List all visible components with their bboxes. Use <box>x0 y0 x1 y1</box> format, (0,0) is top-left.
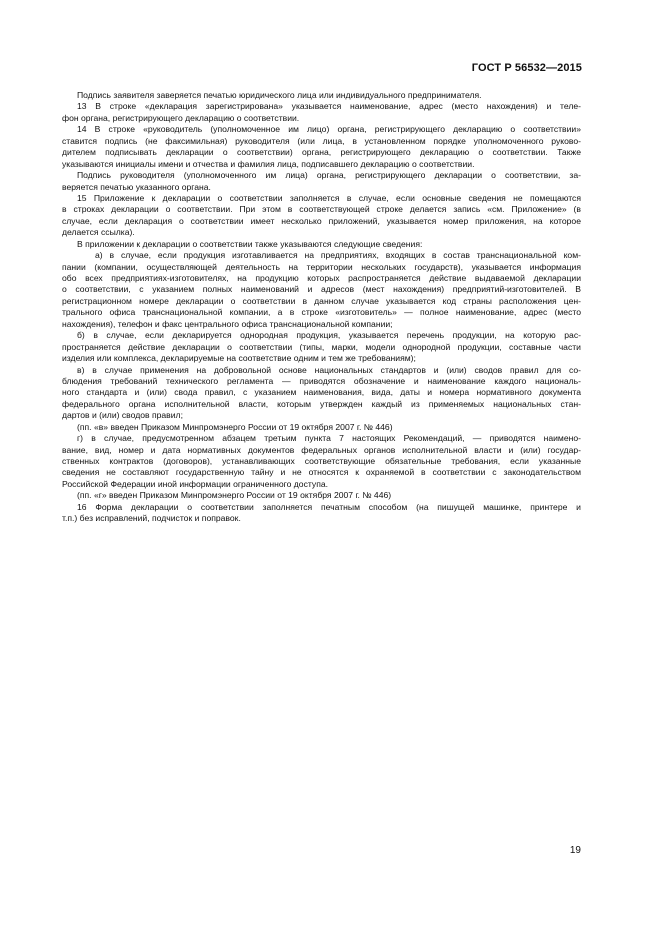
text-line: Подпись руководителя (уполномоченного им лица) органа, регистрирующего декларации о соответствии, за- <box>77 170 581 181</box>
text-line: сведения не составляют государственную тайну и не относятся к охраняемой в соответствии с законодательством <box>62 467 581 478</box>
text-line: в) в случае применения на добровольной основе национальных стандартов и (или) сводов правил для со- <box>77 364 581 375</box>
text-line: изделия или комплекса, декларируемые на соответствие одним и тем же требованиям); <box>62 353 416 364</box>
text-line: пании (компании, осуществляющей деятельность на территории нескольких государств), указывается информация <box>62 261 581 272</box>
text-line: фон органа, регистрирующего декларацию о соответствии. <box>62 112 300 123</box>
text-line: регистрационном номере декларации о соответствии в данном случае указывается код страны расположения цен- <box>62 295 581 306</box>
text-line: (пп. «г» введен Приказом Минпромэнерго России от 19 октября 2007 г. № 446) <box>77 490 392 501</box>
text-line: вание, вид, номер и дата нормативных документов федеральных органов исполнительной власти и (или) государ- <box>62 444 581 455</box>
text-line: б) в случае, если декларируется однородная продукция, указывается перечень продукции, на которую рас- <box>77 330 581 341</box>
text-line: нахождения), телефон и факс центрального офиса транснациональной компании; <box>62 318 393 329</box>
text-line: дартов и (или) сводов правил; <box>62 410 183 421</box>
text-line: ственных контрактов (договоров), устанавливающих соответствующие обязательные требования, если указанные <box>62 456 581 466</box>
text-line: В приложении к декларации о соответствии также указываются следующие сведения: <box>77 238 423 249</box>
text-line: пространяется действие декларации о соответствии (типы, марки, модели однородной продукции, составные части <box>62 341 581 352</box>
text-line: 15 Приложение к декларации о соответствии заполняется в случае, если основные сведения не помещаются <box>77 192 581 203</box>
text-line: ного стандарта и (или) свода правил, с указанием наименования, вида, даты и номера нормативного документа <box>62 387 581 398</box>
text-line: случае, если декларация о соответствии имеет несколько приложений, указывается номер приложения, на которое <box>62 215 581 226</box>
document-standard-code: ГОСТ Р 56532—2015 <box>471 62 582 74</box>
text-line: делается ссылка). <box>62 227 135 238</box>
text-line: в строках декларации о соответствии. При этом в соответствующей строке делается запись «см. Приложение» (в <box>62 204 581 215</box>
text-line: обо всех предприятиях-изготовителях, на продукцию которых распространяется действие выдаваемой декларации <box>62 273 581 283</box>
text-line: о соответствии, с указанием полных наименований и адресов (мест нахождения) предприятий-изготовителей. В <box>62 284 581 295</box>
text-line: г) в случае, предусмотренном абзацем третьим пункта 7 настоящих Рекомендаций, — приводятся наимено- <box>77 433 581 444</box>
text-line: т.п.) без исправлений, подчисток и поправок. <box>62 513 241 524</box>
text-line: блюдения требований технического регламента — приводятся обозначение и наименование каждого националь- <box>62 375 581 386</box>
text-line: а) в случае, если продукция изготавливается на предприятиях, входящих в состав транснациональной ком- <box>95 250 581 261</box>
text-line: 16 Форма декларации о соответствии заполняется печатным способом (на пишущей машинке, принтере и <box>77 501 581 512</box>
document-body <box>62 90 581 525</box>
text-line: 13 В строке «декларация зарегистрирована» указывается наименование, адрес (место нахождения) и теле- <box>77 101 581 112</box>
text-line: (пп. «в» введен Приказом Минпромэнерго России от 19 октября 2007 г. № 446) <box>77 421 393 432</box>
text-line: дителем подписывать декларации о соответствии) органа, регистрирующего декларацию о соответствии. Также <box>62 147 581 158</box>
text-line: Подпись заявителя заверяется печатью юридического лица или индивидуального предпринимателя. <box>77 90 482 100</box>
text-line: федерального органа исполнительной власти, которым утвержден каждый из применяемых национальных стан- <box>62 398 581 409</box>
text-line: веряется печатью указанного органа. <box>62 181 211 192</box>
text-line: ставится подпись (не факсимильная) руководителя (или лица, в установленном порядке уполномоченного руково- <box>62 135 581 146</box>
text-line: трального офиса транснациональной компании, а в строке «изготовитель» — полное наименование, адрес (место <box>62 307 581 318</box>
text-line: 14 В строке «руководитель (уполномоченное им лицо) органа, регистрирующего декларацию о соответствии» <box>77 124 581 135</box>
text-line: указываются инициалы имени и отчества и фамилия лица, подписавшего декларацию о соответствии. <box>62 158 475 169</box>
page-number: 19 <box>569 845 581 856</box>
text-line: Российской Федерации иной информации ограниченного доступа. <box>62 478 329 489</box>
